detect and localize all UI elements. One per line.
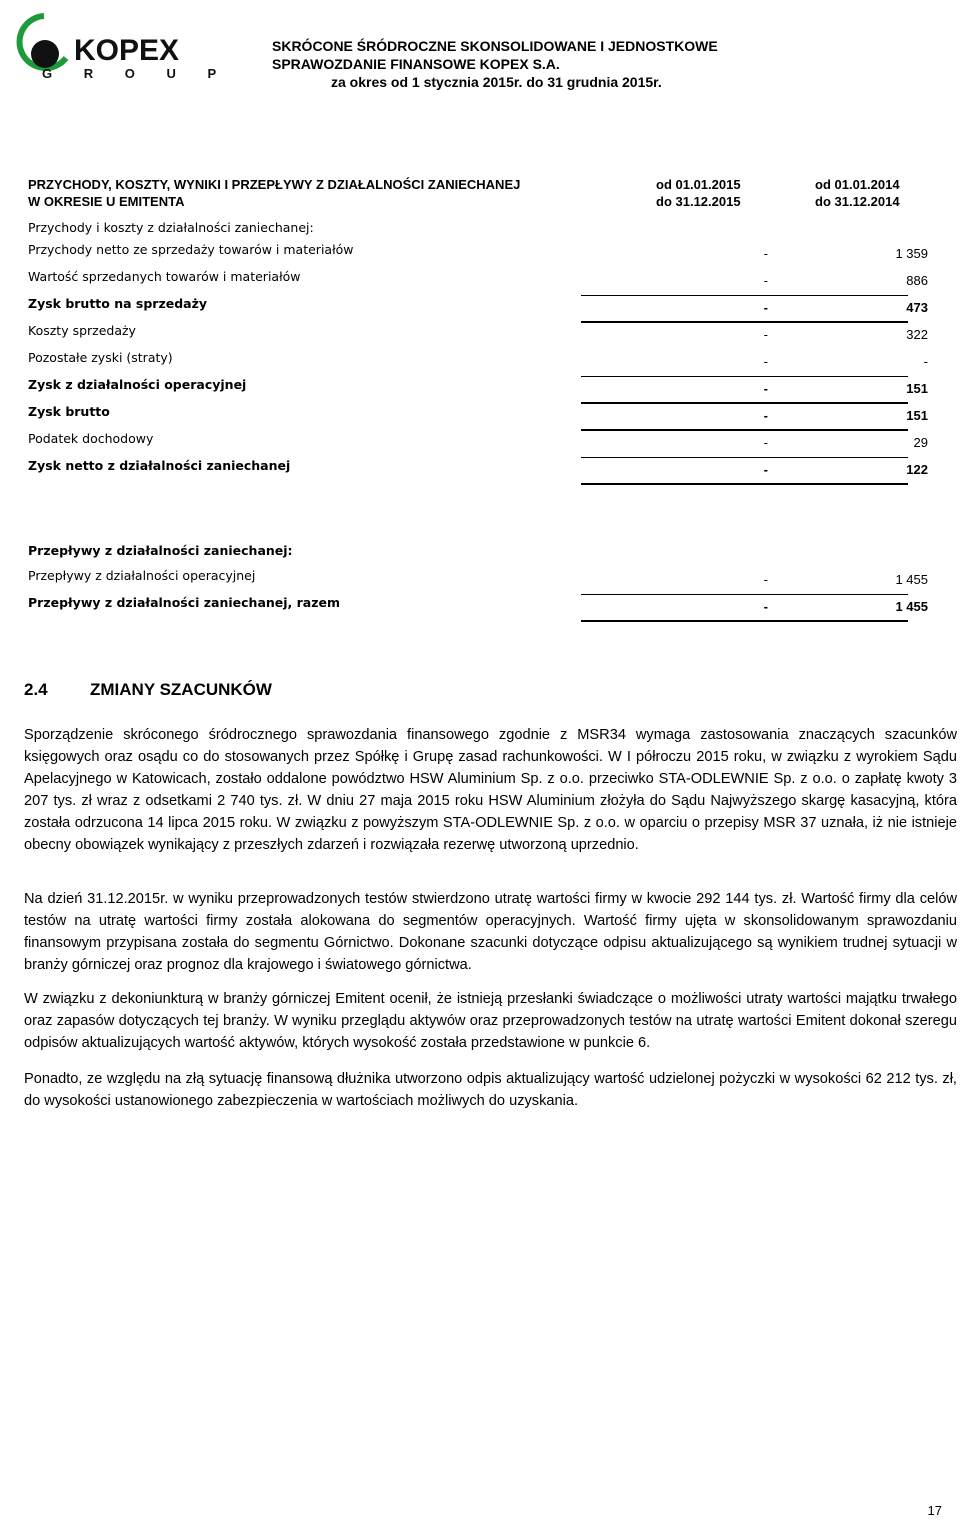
table-row [28, 404, 928, 431]
row-value-2014: 1 455 [895, 572, 928, 587]
row-value-2015: - [763, 599, 768, 614]
table-row [28, 431, 928, 458]
section-income-title: Przychody i koszty z działalności zaniechanej: [28, 220, 314, 235]
table-row [28, 377, 928, 404]
table-title-line-1: PRZYCHODY, KOSZTY, WYNIKI I PRZEPŁYWY Z DZIAŁALNOŚCI ZANIECHANEJ [28, 177, 521, 192]
table-row [28, 242, 928, 269]
row-value-2014: 322 [906, 327, 928, 342]
row-value-2015: - [763, 327, 768, 342]
row-label: Wartość sprzedanych towarów i materiałów [28, 269, 301, 284]
table-title-line-2: W OKRESIE U EMITENTA [28, 194, 185, 209]
section-title: ZMIANY SZACUNKÓW [90, 680, 272, 699]
row-label: Przepływy z działalności operacyjnej [28, 568, 256, 583]
row-value-2015: - [763, 246, 768, 261]
row-value-2015: - [763, 354, 768, 369]
page-number: 17 [927, 1503, 942, 1518]
row-value-2014: 1 359 [895, 246, 928, 261]
row-label: Zysk brutto na sprzedaży [28, 296, 208, 311]
logo-text: KOPEX [74, 34, 180, 67]
period-2015-to: do 31.12.2015 [656, 194, 741, 209]
logo-subtext: G R O U P [42, 66, 231, 81]
row-label: Przepływy z działalności zaniechanej, razem [28, 595, 341, 610]
paragraph: Na dzień 31.12.2015r. w wyniku przeprowadzonych testów stwierdzono utratę wartości firmy w kwocie 292 144 tys. zł. Wartość firmy dla celów testów na utratę wartości firmy została alokowana do segmentów operacyjnych. Wartość firmy ujęta w skonsolidowanym sprawozdaniu finansowym przypisana została do segmentu Górnictwo. Dokonane szacunki dotyczące odpisu aktualizującego są wynikiem trudnej sytuacji w branży górniczej oraz prognoz dla krajowego i światowego górnictwa. [24, 891, 957, 973]
row-underline [581, 620, 908, 622]
table-row [28, 595, 928, 622]
header-line-3: za okres od 1 stycznia 2015r. do 31 grudnia 2015r. [331, 74, 662, 90]
row-label: Zysk brutto [28, 404, 110, 419]
row-value-2014: 151 [906, 381, 928, 396]
row-label: Przychody netto ze sprzedaży towarów i materiałów [28, 242, 354, 257]
period-2015-from: od 01.01.2015 [656, 177, 741, 192]
period-2014-to: do 31.12.2014 [815, 194, 900, 209]
paragraph: Ponadto, ze względu na złą sytuację finansową dłużnika utworzono odpis aktualizujący wartość udzielonej pożyczki w wysokości 62 212 tys. zł, do wysokości ustanowionego zabezpieczenia w wartościach możliwych do uzyskania. [24, 1071, 957, 1109]
paragraph: W związku z dekoniunkturą w branży górniczej Emitent ocenił, że istnieją przesłanki świadczące o możliwości utraty wartości majątku trwałego oraz zapasów dotyczących tej branży. W wyniku przeglądu aktywów oraz przeprowadzonych testów na utratę wartości Emitent dokonał szeregu odpisów aktualizujących wartość aktywów, których wysokość została przedstawione w punkcie 6. [24, 991, 957, 1051]
table-row [28, 323, 928, 350]
row-value-2014: 151 [906, 408, 928, 423]
row-value-2014: 1 455 [895, 599, 928, 614]
row-underline [581, 483, 908, 485]
table-row [28, 568, 928, 595]
kopex-group-logo [8, 8, 231, 81]
table-row [28, 269, 928, 296]
row-value-2014: 886 [906, 273, 928, 288]
row-value-2014: 122 [906, 462, 928, 477]
row-label: Koszty sprzedaży [28, 323, 136, 338]
table-row [28, 350, 928, 377]
row-value-2015: - [763, 381, 768, 396]
section-flows-title: Przepływy z działalności zaniechanej: [28, 543, 293, 558]
table-row [28, 296, 928, 323]
table-row [28, 458, 928, 485]
row-label: Zysk z działalności operacyjnej [28, 377, 247, 392]
row-value-2014: 473 [906, 300, 928, 315]
row-label: Podatek dochodowy [28, 431, 154, 446]
row-value-2015: - [763, 572, 768, 587]
row-value-2015: - [763, 300, 768, 315]
section-number: 2.4 [24, 680, 48, 699]
header-line-2: SPRAWOZDANIE FINANSOWE KOPEX S.A. [272, 56, 560, 72]
paragraph: Sporządzenie skróconego śródrocznego sprawozdania finansowego zgodnie z MSR34 wymaga zastosowania znaczących szacunków księgowych oraz osądu co do stosowanych przez Spółkę i Grupę zasad rachunkowości. W I półroczu 2015 roku, w związku z wyrokiem Sądu Apelacyjnego w Katowicach, zostało oddalone powództwo HSW Aluminium Sp. z o.o. przeciwko STA-ODLEWNIE Sp. z o.o. o zapłatę kwoty 3 207 tys. zł wraz z odsetkami 2 740 tys. zł. W dniu 27 maja 2015 roku HSW Aluminium złożyła do Sądu Najwyższego skargę kasacyjną, która została odrzucona 14 lipca 2015 roku. W związku z powyższym STA-ODLEWNIE Sp. z o.o. w oparciu o przepisy MSR 37 uznała, iż nie istnieje obecny obowiązek wynikający z przeszłych zdarzeń i rozwiązała rezerwę utworzoną uprzednio. [24, 727, 957, 853]
row-value-2014: - [923, 354, 928, 369]
period-2014-from: od 01.01.2014 [815, 177, 900, 192]
row-value-2014: 29 [913, 435, 928, 450]
logo-ring [20, 16, 66, 68]
row-label: Zysk netto z działalności zaniechanej [28, 458, 291, 473]
row-value-2015: - [763, 435, 768, 450]
row-value-2015: - [763, 273, 768, 288]
row-label: Pozostałe zyski (straty) [28, 350, 173, 365]
row-value-2015: - [763, 408, 768, 423]
row-value-2015: - [763, 462, 768, 477]
header-line-1: SKRÓCONE ŚRÓDROCZNE SKONSOLIDOWANE I JEDNOSTKOWE [272, 38, 718, 54]
